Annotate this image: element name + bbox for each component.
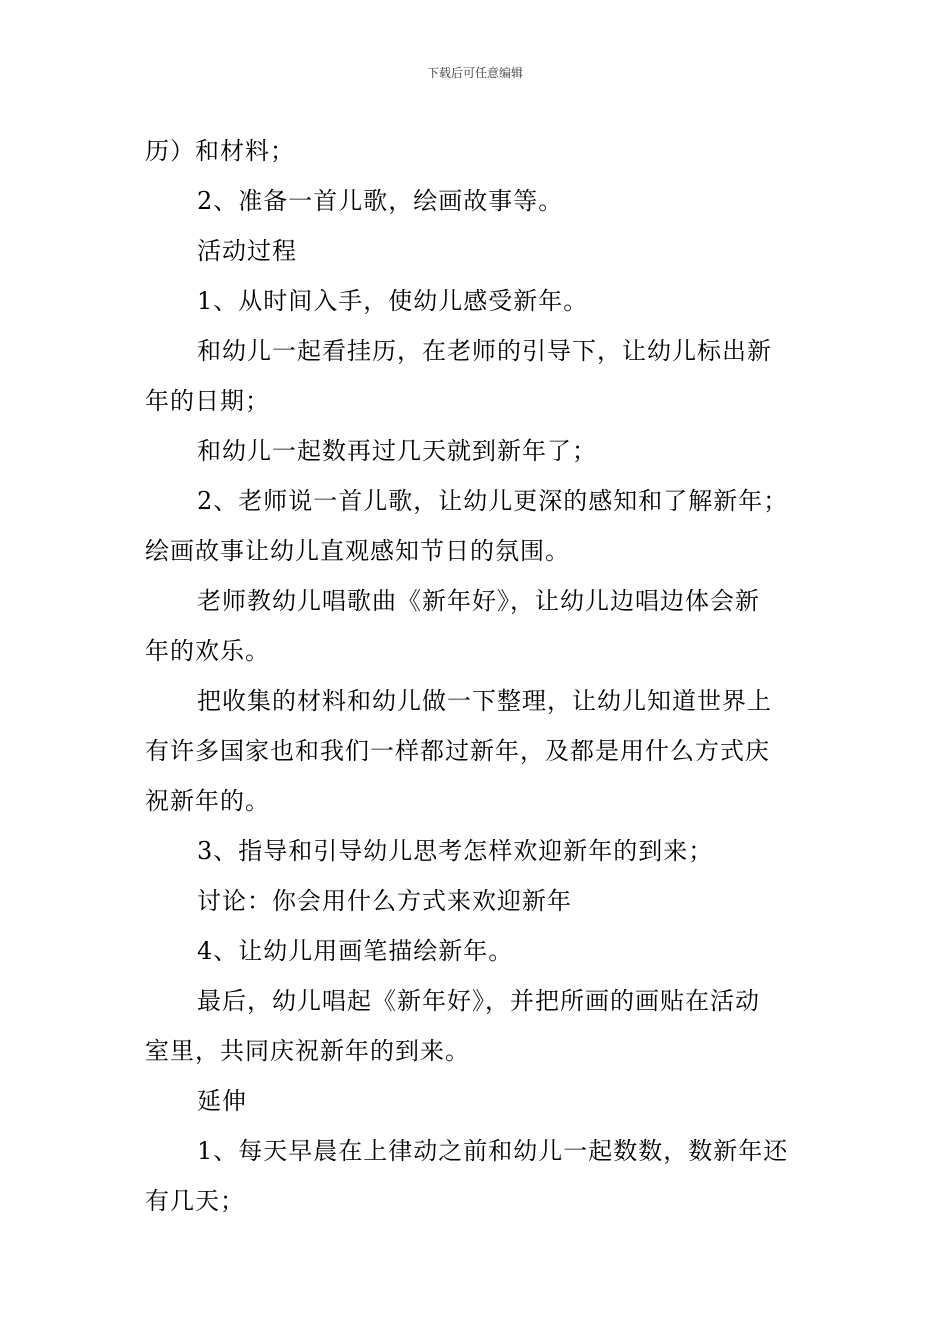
- section-heading: 延伸: [197, 1087, 247, 1115]
- text-line: 和幼儿一起看挂历，在老师的引导下，让幼儿标出新: [197, 337, 772, 365]
- text-line: 有许多国家也和我们一样都过新年，及都是用什么方式庆: [145, 737, 770, 765]
- text-line: 3、指导和引导幼儿思考怎样欢迎新年的到来；: [197, 837, 714, 865]
- text-line: 年的欢乐。: [145, 637, 270, 665]
- text-line: 和幼儿一起数再过几天就到新年了；: [197, 437, 597, 465]
- page-header: 下载后可任意编辑: [426, 66, 523, 80]
- text-line: 2、准备一首儿歌，绘画故事等。: [197, 187, 564, 215]
- text-line: 4、让幼儿用画笔描绘新年。: [197, 937, 514, 965]
- text-line: 老师教幼儿唱歌曲《新年好》，让幼儿边唱边体会新: [197, 587, 760, 615]
- document-body: [145, 126, 810, 1226]
- text-line: 1、每天早晨在上律动之前和幼儿一起数数，数新年还: [197, 1137, 789, 1165]
- section-heading: 活动过程: [197, 237, 297, 265]
- text-line: 1、从时间入手，使幼儿感受新年。: [197, 287, 589, 315]
- text-line: 祝新年的。: [145, 787, 270, 815]
- text-line: 绘画故事让幼儿直观感知节日的氛围。: [145, 537, 570, 565]
- text-line: 室里，共同庆祝新年的到来。: [145, 1037, 470, 1065]
- text-line: 最后，幼儿唱起《新年好》，并把所画的画贴在活动: [197, 987, 760, 1015]
- text-line: 年的日期；: [145, 387, 270, 415]
- text-line: 历）和材料；: [145, 137, 295, 165]
- text-line: 2、老师说一首儿歌，让幼儿更深的感知和了解新年；: [197, 487, 789, 515]
- text-line: 把收集的材料和幼儿做一下整理，让幼儿知道世界上: [197, 687, 772, 715]
- text-line: 讨论：你会用什么方式来欢迎新年: [197, 887, 572, 915]
- text-line: 有几天；: [145, 1187, 245, 1215]
